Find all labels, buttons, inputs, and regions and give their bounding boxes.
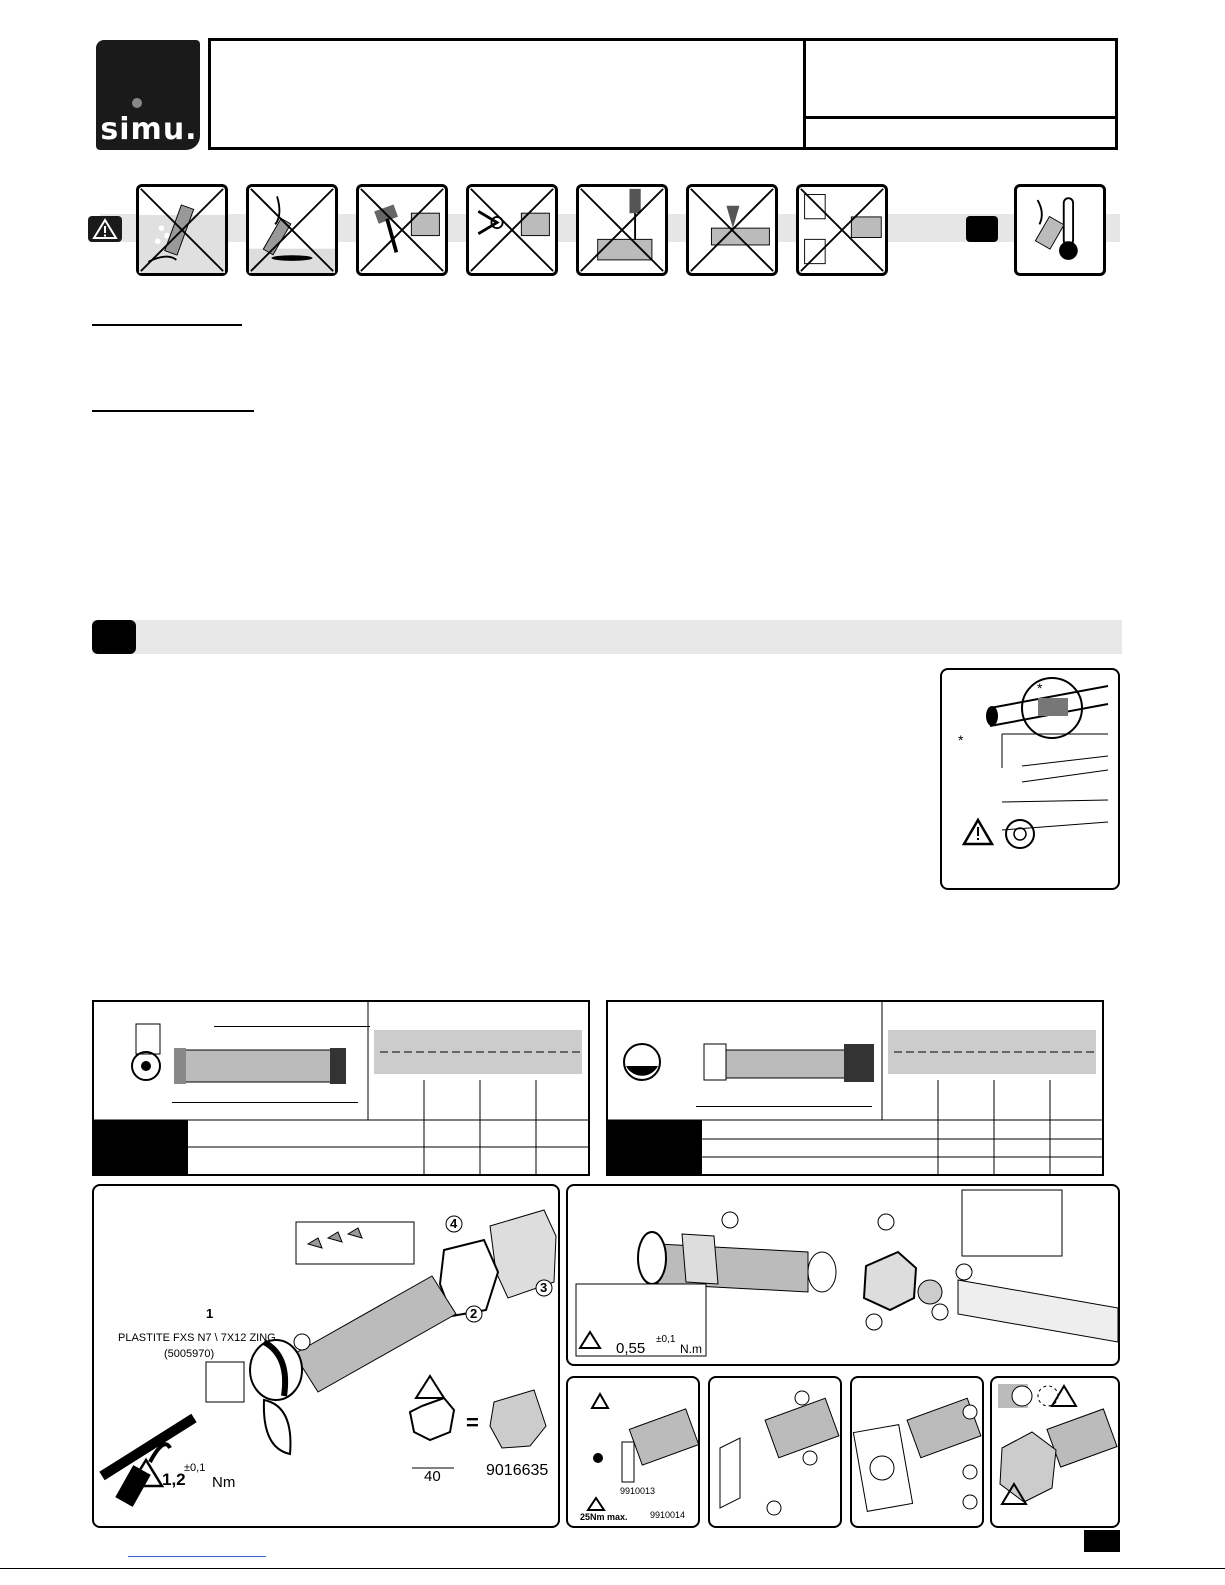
- part-number: 9016635: [486, 1462, 549, 1479]
- bracket-max-torque: 25Nm max.: [580, 1512, 628, 1522]
- no-hammer-icon: [356, 184, 448, 276]
- no-screw-icon: [686, 184, 778, 276]
- heading-underline: [92, 324, 242, 326]
- no-wrong-mounting-icon: [796, 184, 888, 276]
- page-number-badge: [1084, 1530, 1120, 1552]
- title-divider-h: [803, 116, 1118, 119]
- screw-label: PLASTITE FXS N7 \ 7X12 ZING: [118, 1332, 276, 1344]
- no-immersion-icon: [136, 184, 228, 276]
- screw-ref: (5005970): [164, 1348, 215, 1360]
- title-box: [208, 38, 1118, 150]
- panel-asterisk: *: [958, 732, 964, 748]
- logo-dot: [132, 98, 142, 108]
- footer-link[interactable]: [128, 1556, 266, 1557]
- torque-tolerance-right: ±0,1: [656, 1334, 676, 1345]
- no-hanging-icon: [246, 184, 338, 276]
- torque-unit-right: N.m: [680, 1342, 702, 1356]
- torque-value-right: 0,55: [616, 1340, 646, 1357]
- torque-unit-left: Nm: [212, 1474, 236, 1491]
- step-4: 4: [450, 1216, 458, 1231]
- logo-text: simu.: [100, 112, 198, 147]
- heading-underline: [92, 410, 254, 412]
- bracket-panel-2: [708, 1376, 842, 1528]
- section-number: [92, 620, 136, 654]
- dimension-table-right: [606, 1000, 1104, 1176]
- title-divider: [803, 38, 806, 150]
- warning-badge: [88, 216, 122, 242]
- tube-note-box: [940, 668, 1120, 890]
- torque-value-left: 1,2: [162, 1470, 186, 1489]
- octagon-size: 40: [424, 1468, 441, 1485]
- bracket-panel-4: [990, 1376, 1120, 1528]
- assembly-right-panel: [566, 1184, 1120, 1366]
- bracket-part-a: 9910013: [620, 1486, 656, 1496]
- section-band: [92, 620, 1122, 654]
- no-drilling-icon: [576, 184, 668, 276]
- assembly-left-panel: [92, 1184, 560, 1528]
- no-pliers-icon: [466, 184, 558, 276]
- bracket-panel-3: [850, 1376, 984, 1528]
- bracket-panel-1: [566, 1376, 700, 1528]
- bracket-part-b: 9910014: [650, 1510, 686, 1520]
- step-2: 2: [470, 1306, 478, 1321]
- step-1: 1: [206, 1306, 214, 1321]
- tube-asterisk: *: [1037, 680, 1043, 696]
- equals-sign: =: [466, 1410, 479, 1435]
- dimension-table-left: [92, 1000, 590, 1176]
- step-3: 3: [540, 1280, 548, 1295]
- torque-tolerance-left: ±0,1: [184, 1462, 206, 1474]
- temperature-icon: [1014, 184, 1106, 276]
- section-marker: [966, 216, 998, 242]
- footer-rule: [0, 1568, 1225, 1569]
